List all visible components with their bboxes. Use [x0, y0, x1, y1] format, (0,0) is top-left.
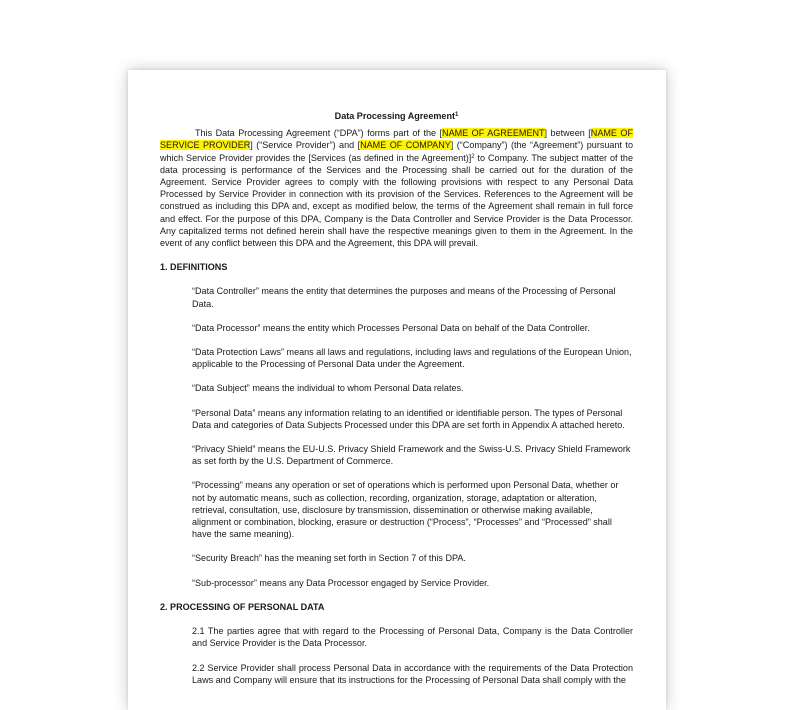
definition-processing: “Processing” means any operation or set of operations which is performed upon Personal Data, whether or not by automatic means, such as collection, recording, organization, storage, adaptation or alteration, retrieval, consultation, use, disclosure by transmission, dissemination or otherwise making available, alignment or combination, blocking, erasure or destruction (“Process”, “Processes” and “Processed” shall have the same meaning). [192, 480, 619, 540]
definition-security-breach: “Security Breach” has the meaning set forth in Section 7 of this DPA. [192, 553, 466, 564]
definition-data-protection-laws: “Data Protection Laws” means all laws and regulations, including laws and regulations of the European Union, applicable to the Processing of Personal Data under the Agreement. [192, 347, 632, 370]
intro-text-3: ] (“Service Provider”) and [ [250, 140, 361, 151]
definition-data-subject: “Data Subject” means the individual to whom Personal Data relates. [192, 383, 464, 394]
definition-personal-data: “Personal Data” means any information relating to an identified or identifiable person. The types of Personal Data and categories of Data Subjects Processed under this DPA are set forth in Appendix A attached hereto. [192, 407, 625, 430]
intro-text-2: ] between [ [544, 128, 591, 139]
definition-sub-processor: “Sub-processor” means any Data Processor engaged by Service Provider. [192, 577, 490, 588]
definition-data-controller: “Data Controller” means the entity that determines the purposes and means of the Processing of Personal Data. [192, 286, 616, 309]
document-title [160, 110, 633, 122]
document-page [128, 70, 666, 710]
section-2-heading: 2. PROCESSING OF PERSONAL DATA [160, 601, 325, 612]
intro-paragraph [160, 127, 633, 249]
title-text: Data Processing Agreement [334, 111, 455, 121]
section-1-heading: 1. DEFINITIONS [160, 262, 228, 273]
intro-footnote-marker: 2 [471, 153, 475, 160]
clause-2-1: 2.1 The parties agree that with regard to the Processing of Personal Data, Company is the Data Controller and Service Provider is the Data Processor. [192, 626, 633, 649]
intro-text-4: ] (“Company”) (the “Agreement”) pursuant to which Service Provider provides the [Services (as defined in the Agreement)] [160, 140, 633, 163]
intro-text-5: to Company. The subject matter of the data processing is performance of the Services and the Processing shall be carried out for the duration of the Agreement. Service Provider agrees to comply with the following provisions with respect to any Personal Data Processed by Service Provider in connection with its provision of the Services. References to the Agreement will be construed as including this DPA and, except as modified below, the terms of the Agreement shall remain in full force and effect. For the purpose of this DPA, Company is the Data Controller and Service Provider is the Data Processor. Any capitalized terms not defined herein shall have the respective meanings given to them in the Agreement. In the event of any conflict between this DPA and the Agreement, this DPA will prevail. [160, 152, 633, 249]
placeholder-name-of-agreement: NAME OF AGREEMENT [442, 128, 545, 139]
document-content [160, 110, 633, 698]
placeholder-name-of-company: NAME OF COMPANY [360, 140, 451, 151]
title-footnote-marker: 1 [455, 112, 459, 118]
definition-privacy-shield: “Privacy Shield” means the EU-U.S. Privacy Shield Framework and the Swiss-U.S. Privacy Shield Framework as set forth by the U.S. Department of Commerce. [192, 444, 631, 467]
placeholder-name-of-service-provider: NAME OF SERVICE PROVIDER [160, 128, 633, 151]
definition-data-processor: “Data Processor” means the entity which Processes Personal Data on behalf of the Data Controller. [192, 322, 590, 333]
intro-text-1: This Data Processing Agreement (“DPA”) forms part of the [ [195, 128, 443, 139]
clause-2-2: 2.2 Service Provider shall process Personal Data in accordance with the requirements of the Data Protection Laws and Company will ensure that its instructions for the Processing of Personal Data shall comply with the [192, 662, 633, 685]
